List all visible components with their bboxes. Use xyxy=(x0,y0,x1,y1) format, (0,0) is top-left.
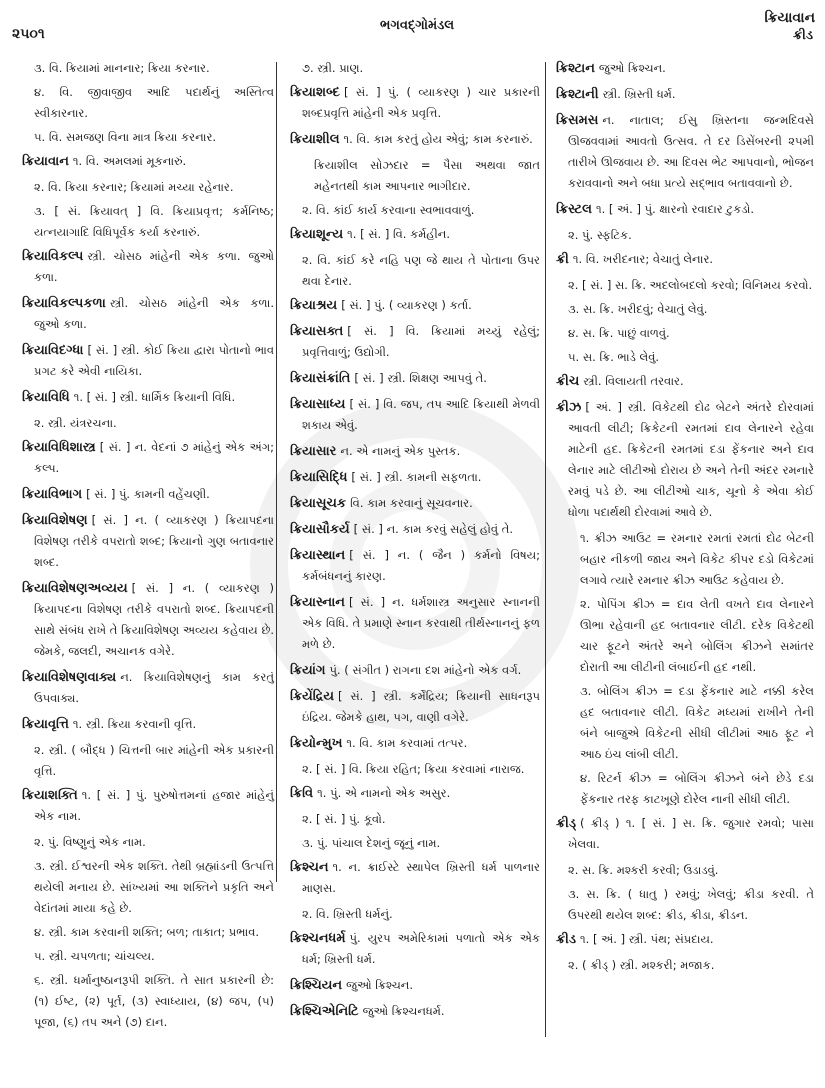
dictionary-entry xyxy=(290,1001,540,1022)
headword: ક્રિયોન્મુખ xyxy=(290,736,343,751)
headword: ક્રિયાસંક્રાંતિ xyxy=(290,371,351,386)
sense-text: ૩. સ. ક્રિ. ( ધાતુ ) રમવું; ખેલવું; ક્રીડા કરવી. તે ઉપરથી થયેલ શબ્દ: ક્રીડ, ક્રીડા, ક્રીડન. xyxy=(568,887,814,922)
sense-definition xyxy=(556,225,814,246)
definition: [ સં. ] વિ. જપ, તપ આદિ ક્રિયાથી મેળવી શકાય એવું. xyxy=(302,397,540,432)
example-text: ૨. પોપિંગ ક્રીઝ = દાવ લેતી વખતે દાવ લેનારને ઊભા રહેવાની હદ બતાવનાર લીટી. દરેક વિકેટથી ચાર ફૂટને અંતરે અને બોલિંગ ક્રીઝને સમાંતર દોરાતી આ લીટીની લંબાઈની હદ નથી. xyxy=(580,597,814,674)
sense-text: ૪. સ્ત્રી. કામ કરવાની શક્તિ; બળ; તાકાત; પ્રભાવ. xyxy=(34,925,260,939)
dictionary-columns xyxy=(0,58,825,1078)
headword: ક્રિયાસિદ્ધિ xyxy=(290,470,348,485)
dictionary-entry xyxy=(556,813,814,855)
sense-text: ૩. સ્ત્રી. ઈશ્વરની એક શક્તિ. તેથી બ્રહ્માંડની ઉત્પત્તિ થયેલી મનાય છે. સાંખ્યમાં આ શક્તિને પ્રકૃતિ અને વેદાંતમાં માયા કહે છે. xyxy=(34,859,274,915)
example-text: ૪. રિટર્ન ક્રીઝ = બોલિંગ ક્રીઝને બંને છેડે દડા ફેંકનાર તરફ કાટખૂણે દોરેલ નાની સીધી લીટી. xyxy=(580,771,814,806)
definition: ૧. [ અં. ] પું. ક્ષારનો રવાદાર ટુકડો. xyxy=(595,202,755,216)
sense-text: ૨. પું. વિષ્ણુનું એક નામ. xyxy=(34,835,146,849)
headword: ક્રિયેંદ્રિય xyxy=(290,689,335,704)
dictionary-entry xyxy=(290,129,540,150)
dictionary-entry xyxy=(290,975,540,996)
sense-definition xyxy=(22,922,274,943)
sense-text: ૩. વિ. ક્રિયામાં માનનાર; ક્રિયા કરનાર. xyxy=(34,61,210,75)
sense-definition xyxy=(556,884,814,926)
dictionary-entry xyxy=(290,783,540,804)
dictionary-entry xyxy=(290,686,540,728)
sense-text: ૨. પું. સ્ફટિક. xyxy=(568,228,632,242)
dictionary-entry xyxy=(290,441,540,462)
headword: ક્રિયાસૂચક xyxy=(290,496,347,511)
dictionary-entry xyxy=(290,82,540,124)
usage-example xyxy=(556,594,814,678)
definition: [ સં. ] સ્ત્રી. કોઈ ક્રિયા દ્વારા પોતાનો ભાવ પ્રગટ કરે એવી નાયિકા. xyxy=(34,343,274,378)
sense-definition xyxy=(22,82,274,124)
definition: [ સં. ] ન. ( જૈન ) કર્મનો વિષય; કર્મબંધનનું કારણ. xyxy=(302,548,540,583)
definition: ૧. [ સં. ] વિ. કર્મહીન. xyxy=(347,227,450,241)
sense-definition xyxy=(22,127,274,148)
definition: ૧. વિ. કામ કરવામાં તત્પર. xyxy=(346,736,468,750)
dictionary-entry xyxy=(22,714,274,735)
definition: વિ. કામ કરવાનું સૂચવનાર. xyxy=(350,496,473,510)
headword: ક્રિયાવિભાગ xyxy=(22,487,83,502)
definition: જુઓ ક્રિશ્ચન. xyxy=(598,61,666,75)
definition: પું. ( સંગીત ) રાગના દશ માંહેનો એક વર્ગ. xyxy=(329,663,522,677)
headword: ક્રિયાવિશેષણ xyxy=(22,513,88,528)
dictionary-entry xyxy=(556,371,814,392)
sense-definition xyxy=(556,299,814,320)
sense-definition xyxy=(22,58,274,79)
sense-text: ૫. સ્ત્રી. ચપળતા; ચાંચલ્ય. xyxy=(34,949,155,963)
dictionary-entry xyxy=(290,928,540,970)
dictionary-entry xyxy=(290,545,540,587)
sense-definition xyxy=(22,177,274,198)
dictionary-entry xyxy=(22,785,274,827)
guide-word-first: ક્રિયાવાન xyxy=(764,10,815,26)
definition: સ્ત્રી. વિલાયતી તરવાર. xyxy=(583,374,684,388)
definition: ૧. [ અં. ] સ્ત્રી. પંથ; સંપ્રદાય. xyxy=(580,932,714,946)
dictionary-entry xyxy=(22,151,274,172)
headword: ક્રિસ્ટલ xyxy=(556,202,592,217)
definition: [ સં. ] સ્ત્રી. કામની સફળતા. xyxy=(351,470,482,484)
definition: ૧. પું. એ નામનો એક અસુર. xyxy=(317,786,451,800)
sense-definition xyxy=(556,275,814,296)
definition: ૧. વિ. ખરીદનાર; વેચાતું લેનાર. xyxy=(572,252,714,266)
headword: ક્રિયાવાન xyxy=(22,154,69,169)
sense-text: ૭. સ્ત્રી. પ્રાણ. xyxy=(302,61,364,75)
definition: [ સં. ] ન. કામ કરવું સહેલું હોવું તે. xyxy=(353,522,514,536)
sense-text: ૨. ( ક્રીડ્ ) સ્ત્રી. મશ્કરી; મજાક. xyxy=(568,958,715,972)
definition: [ સં. ] પું. ( વ્યાકરણ ) કર્તા. xyxy=(341,298,472,312)
headword: ક્રિયાશબ્દ xyxy=(290,85,340,100)
headword: ક્રિયાવૃત્તિ xyxy=(22,717,69,732)
definition: ( ક્રીડ્ ) ૧. [ સં. ] સ. ક્રિ. જુગાર રમવો; પાસા ખેલવા. xyxy=(568,816,814,851)
sense-definition xyxy=(22,740,274,782)
definition: સ્ત્રી. ખ્રિસ્તી ધર્મ. xyxy=(602,87,676,101)
headword: ક્રિયાશીલ xyxy=(290,132,340,147)
headword: ક્રિયાવિધિશાસ્ત્ર xyxy=(22,440,96,455)
dictionary-entry xyxy=(290,394,540,436)
usage-example xyxy=(556,528,814,591)
headword: ક્રીચ xyxy=(556,374,580,389)
dictionary-entry xyxy=(22,437,274,479)
sense-definition xyxy=(556,323,814,344)
headword: ક્રિયાવિધિ xyxy=(22,390,70,405)
guide-word-last: ક્રીડ xyxy=(792,28,813,43)
example-text: ૧. ક્રીઝ આઉટ = રમનાર રમતાં રમતાં દોઢ બેટની બહાર નીકળી જાય અને વિકેટ કીપર દડો વિકેટમાં લગાવે ત્યારે રમનાર ક્રીઝ આઉટ કહેવાય છે. xyxy=(580,531,814,587)
sense-text: ૩. સ. ક્રિ. ખરીદવું; વેચાતું લેવું. xyxy=(568,302,708,316)
dictionary-entry xyxy=(290,660,540,681)
definition: ન. નાતાલ; ઈસુ ખ્રિસ્તના જન્મદિવસે ઊજવવામાં આવતો ઉત્સવ. તે દર ડિસેંબરની ૨૫મી તારીખે ઊજવાય છે. આ દિવસ ભેટ આપવાનો, ભોજન કરાવવાનો અને બધા પ્રત્યે સદ્ભાવ બતાવવાનો છે. xyxy=(568,113,814,190)
definition: [ સં. ] વિ. ક્રિયામાં મચ્યું રહેલું; પ્રવૃત્તિવાળું; ઉદ્યોગી. xyxy=(302,324,540,359)
headword: ક્રીડ્ xyxy=(556,816,577,831)
sense-text: ૨. વિ. ક્રિયા કરનાર; ક્રિયામાં મચ્યા રહેનાર. xyxy=(34,180,234,194)
headword: ક્રિશ્ચિએનિટિ xyxy=(290,1004,359,1019)
headword: ક્રિયાસ્થાન xyxy=(290,548,346,563)
dictionary-entry xyxy=(556,84,814,105)
sense-definition xyxy=(22,946,274,967)
headword: ક્રિસમસ xyxy=(556,113,599,128)
definition: સ્ત્રી. ચોસઠ માંહેની એક કળા. જુઓ કળા. xyxy=(34,296,274,331)
dictionary-entry xyxy=(22,293,274,335)
sense-text: ૩. પું. પાંચાલ દેશનું જૂનું નામ. xyxy=(302,836,441,850)
dictionary-entry xyxy=(22,578,274,662)
definition: [ સં. ] ન. ( વ્યાકરણ ) ક્રિયાપદના વિશેષણ તરીકે વપરાતો શબ્દ. ક્રિયાપદની સાથે સંબંધ રાખે તે ક્રિયાવિશેષણ અવ્યય કહેવાય છે. જેમકે, જલદી, અચાનક વગેરે. xyxy=(34,581,274,658)
dictionary-entry xyxy=(22,387,274,408)
sense-text: ૬. સ્ત્રી. ધર્માનુષ્ઠાનરૂપી શક્તિ. તે સાત પ્રકારની છે: (૧) ઈષ્ટ, (૨) પૂર્ત, (૩) સ્વાધ્યાય, (૪) જપ, (૫) પૂજા, (૬) તપ અને (૭) દાન. xyxy=(34,973,274,1029)
headword: ક્રિયાશૂન્ય xyxy=(290,227,344,242)
headword: ક્રિયાવિદગ્ધા xyxy=(22,343,84,358)
headword: ક્રિયાસાર xyxy=(290,444,337,459)
dictionary-entry xyxy=(290,592,540,655)
definition: ન. ક્રિયાવિશેષણનું કામ કરતું ઉપવાક્ય. xyxy=(34,670,274,705)
sense-text: ૫. વિ. સમજણ વિના માત્ર ક્રિયા કરનાર. xyxy=(34,130,217,144)
definition: ૧. ન. ક્રાઈસ્ટે સ્થાપેલ ખ્રિસ્તી ધર્મ પાળનાર માણસ. xyxy=(302,860,540,895)
definition: ૧. [ સં. ] પું. પુરુષોત્તમનાં હજાર માંહેનું એક નામ. xyxy=(34,788,274,823)
sense-definition xyxy=(290,833,540,854)
sense-text: ૨. સ્ત્રી. યંત્રરચના. xyxy=(34,416,117,430)
sense-definition xyxy=(290,58,540,79)
sense-definition xyxy=(22,413,274,434)
dictionary-entry xyxy=(290,224,540,245)
definition: ૧. વિ. અમલમાં મૂકનારું. xyxy=(72,154,187,168)
sense-definition xyxy=(22,201,274,243)
sense-definition xyxy=(556,347,814,368)
headword: ક્રિયાસૌકર્ય xyxy=(290,522,350,537)
column-2 xyxy=(290,58,540,1027)
dictionary-entry xyxy=(556,199,814,220)
definition: ન. એ નામનું એક પુસ્તક. xyxy=(340,444,461,458)
dictionary-entry xyxy=(290,321,540,363)
sense-text: ૩. [ સં. ક્રિયાવત્ ] વિ. ક્રિયાપ્રવૃત્ત; કર્મનિષ્ઠ; યત્નયાગાદિ વિધિપૂર્વક કર્યા કરનારું. xyxy=(34,204,274,239)
headword: ક્રિયાવિકલ્પકળા xyxy=(22,296,106,311)
headword: ક્રિયાશ્રય xyxy=(290,298,338,313)
sense-definition xyxy=(290,759,540,780)
sense-text: ૨. [ સં. ] પું. કૂવો. xyxy=(302,812,386,826)
sense-text: ૨. સ. ક્રિ. મશ્કરી કરવી; ઉડાડવું. xyxy=(568,863,719,877)
sense-text: ૨. વિ. કાંઈ કરે નહિ પણ જે થાય તે પોતાના ઉપર થવા દેનાર. xyxy=(302,253,540,288)
headword: ક્રિવિ xyxy=(290,786,314,801)
definition: [ અં. ] સ્ત્રી. વિકેટથી દોઢ બેટને અંતરે દોરવામાં આવતી લીટી; ક્રિકેટની રમતમાં દાવ લેનારને રહેવા માટેની હદ. ક્રિકેટની રમતમાં દડા ફેંકનાર અને દાવ લેનાર માટે લીટીઓ દોરાય છે અને તેની અંદર રમનારે રમવું પડે છે. આ લીટીઓ ચાક, ચૂનો કે એવા કોઈ ધોળા પદાર્થથી દોરવામાં આવે છે. xyxy=(568,400,814,519)
dictionary-entry xyxy=(556,110,814,194)
definition: [ સં. ] ન. ( વ્યાકરણ ) ક્રિયાપદના વિશેષણ તરીકે વપરાતો શબ્દ; ક્રિયાનો ગુણ બતાવનાર શબ્દ. xyxy=(34,513,274,569)
definition: જુઓ ક્રિશ્ચન. xyxy=(346,978,414,992)
dictionary-entry xyxy=(290,493,540,514)
definition: [ સં. ] સ્ત્રી. શિક્ષણ આપવું તે. xyxy=(354,371,487,385)
sense-text: ૫. સ. ક્રિ. ભાડે લેવું. xyxy=(568,350,660,364)
sense-text: ૨. વિ. ખ્રિસ્તી ધર્મનું. xyxy=(302,907,393,921)
sense-definition xyxy=(556,860,814,881)
definition: [ સં. ] ન. ધર્મશાસ્ત્ર અનુસાર સ્નાનની એક વિધિ. તે પ્રમાણે સ્નાન કરવાથી તીર્થસ્નાનનું ફળ મળે છે. xyxy=(302,595,540,651)
sense-definition xyxy=(290,904,540,925)
dictionary-entry xyxy=(290,733,540,754)
dictionary-entry xyxy=(22,246,274,288)
dictionary-entry xyxy=(556,397,814,523)
example-text: ક્રિયાશીલ સોઝદાર = પૈસા અથવા જાત મહેનતથી કામ આપનાર ભાગીદાર. xyxy=(314,158,540,193)
page-number: ૨૫૦૧ xyxy=(12,26,45,42)
sense-text: ૪. વિ. જીવાજીવ આદિ પદાર્થનું અસ્તિત્વ સ્વીકારનાર. xyxy=(34,85,274,120)
example-text: ૩. બોલિંગ ક્રીઝ = દડા ફેંકનાર માટે નક્કી કરેલ હદ બતાવનાર લીટી. વિકેટ મધ્યમાં રાખીને તેની બંને બાજુએ વિકેટની સીધી લીટીમાં આઠ ફૂટ ને આઠ ઇંચ લાંબી લીટી. xyxy=(580,684,814,761)
definition: [ સં. ] સ્ત્રી. કર્મેંદ્રિય; ક્રિયાની સાધનરૂપ ઇંદ્રિય. જેમકે હાથ, પગ, વાણી વગેરે. xyxy=(302,689,540,724)
sense-definition xyxy=(290,250,540,292)
headword: ક્રિયાવિકલ્પ xyxy=(22,249,84,264)
dictionary-entry xyxy=(290,857,540,899)
headword: ક્રિશ્ચન xyxy=(290,860,329,875)
dictionary-entry xyxy=(290,295,540,316)
definition: જુઓ ક્રિશ્ચનધર્મ. xyxy=(362,1004,445,1018)
usage-example xyxy=(556,768,814,810)
headword: ક્રિયાવિશેષણઅવ્યય xyxy=(22,581,128,596)
definition: ૧. સ્ત્રી. ક્રિયા કરવાની વૃત્તિ. xyxy=(72,717,197,731)
headword: ક્રિયાસ્નાન xyxy=(290,595,345,610)
sense-definition xyxy=(22,856,274,919)
headword: ક્રિયાશક્તિ xyxy=(22,788,78,803)
column-3 xyxy=(556,58,814,979)
sense-definition xyxy=(290,809,540,830)
headword: ક્રી xyxy=(556,252,569,267)
headword: ક્રિયાસક્ત xyxy=(290,324,344,339)
dictionary-entry xyxy=(556,249,814,270)
sense-text: ૨. વિ. કાંઈ કાર્ય કરવાના સ્વભાવવાળું. xyxy=(302,203,475,217)
usage-example xyxy=(556,681,814,765)
headword: ક્રિયાસાધ્ય xyxy=(290,397,346,412)
definition: [ સં. ] ન. વેદનાં ૭ માંહેનું એક અંગ; કલ્પ. xyxy=(34,440,274,475)
sense-text: ૪. સ. ક્રિ. પાછું વાળવું. xyxy=(568,326,670,340)
definition: [ સં. ] પું. કામની વહેંચણી. xyxy=(86,487,210,501)
definition: ૧. [ સં. ] સ્ત્રી. ધાર્મિક ક્રિયાની વિધિ. xyxy=(73,390,236,404)
headword: ક્રિશ્ચનધર્મ xyxy=(290,931,346,946)
dictionary-entry xyxy=(556,58,814,79)
sense-definition xyxy=(22,832,274,853)
running-title: ભગવદ્ગોમંડલ xyxy=(380,18,455,33)
definition: ૧. વિ. કામ કરતું હોય એવું; કામ કરનારું. xyxy=(343,132,533,146)
headword: ક્રિશ્ચિયન xyxy=(290,978,343,993)
headword: ક્રિયાંગ xyxy=(290,663,326,678)
sense-definition xyxy=(22,970,274,1033)
dictionary-entry xyxy=(22,667,274,709)
sense-text: ૨. [ સં. ] સ. ક્રિ. અદલોબદલો કરવો; વિનિમય કરવો. xyxy=(568,278,813,292)
sense-definition xyxy=(290,200,540,221)
dictionary-entry xyxy=(556,929,814,950)
dictionary-entry xyxy=(22,340,274,382)
headword: ક્રિયાવિશેષણવાક્ય xyxy=(22,670,117,685)
sense-text: ૨. [ સં. ] વિ. ક્રિયા રહિત; ક્રિયા કરવામાં નારાજ. xyxy=(302,762,525,776)
page-header xyxy=(0,0,825,43)
sense-definition xyxy=(556,955,814,976)
sense-text: ૨. સ્ત્રી. ( બૌદ્ધ ) ચિત્તની બાર માંહેની એક પ્રકારની વૃત્તિ. xyxy=(34,743,274,778)
headword: ક્રીડ xyxy=(556,932,577,947)
definition: [ સં. ] પું. ( વ્યાકરણ ) ચાર પ્રકારની શબ્દપ્રવૃત્તિ માંહેની એક પ્રવૃત્તિ. xyxy=(302,85,540,120)
dictionary-entry xyxy=(290,467,540,488)
column-1 xyxy=(22,58,274,1036)
dictionary-entry xyxy=(22,484,274,505)
usage-example xyxy=(290,155,540,197)
headword: ક્રિશ્ટાની xyxy=(556,87,599,102)
headword: ક્રીઝ xyxy=(556,400,582,415)
definition: સ્ત્રી. ચોસઠ માંહેની એક કળા. જુઓ કળા. xyxy=(34,249,274,284)
definition: પું. યુરપ અમેરિકામાં પળાતો એક એક ધર્મ; ખ્રિસ્તી ધર્મ. xyxy=(302,931,540,966)
dictionary-entry xyxy=(290,519,540,540)
dictionary-entry xyxy=(22,510,274,573)
dictionary-entry xyxy=(290,368,540,389)
headword: ક્રિશ્ટાન xyxy=(556,61,595,76)
